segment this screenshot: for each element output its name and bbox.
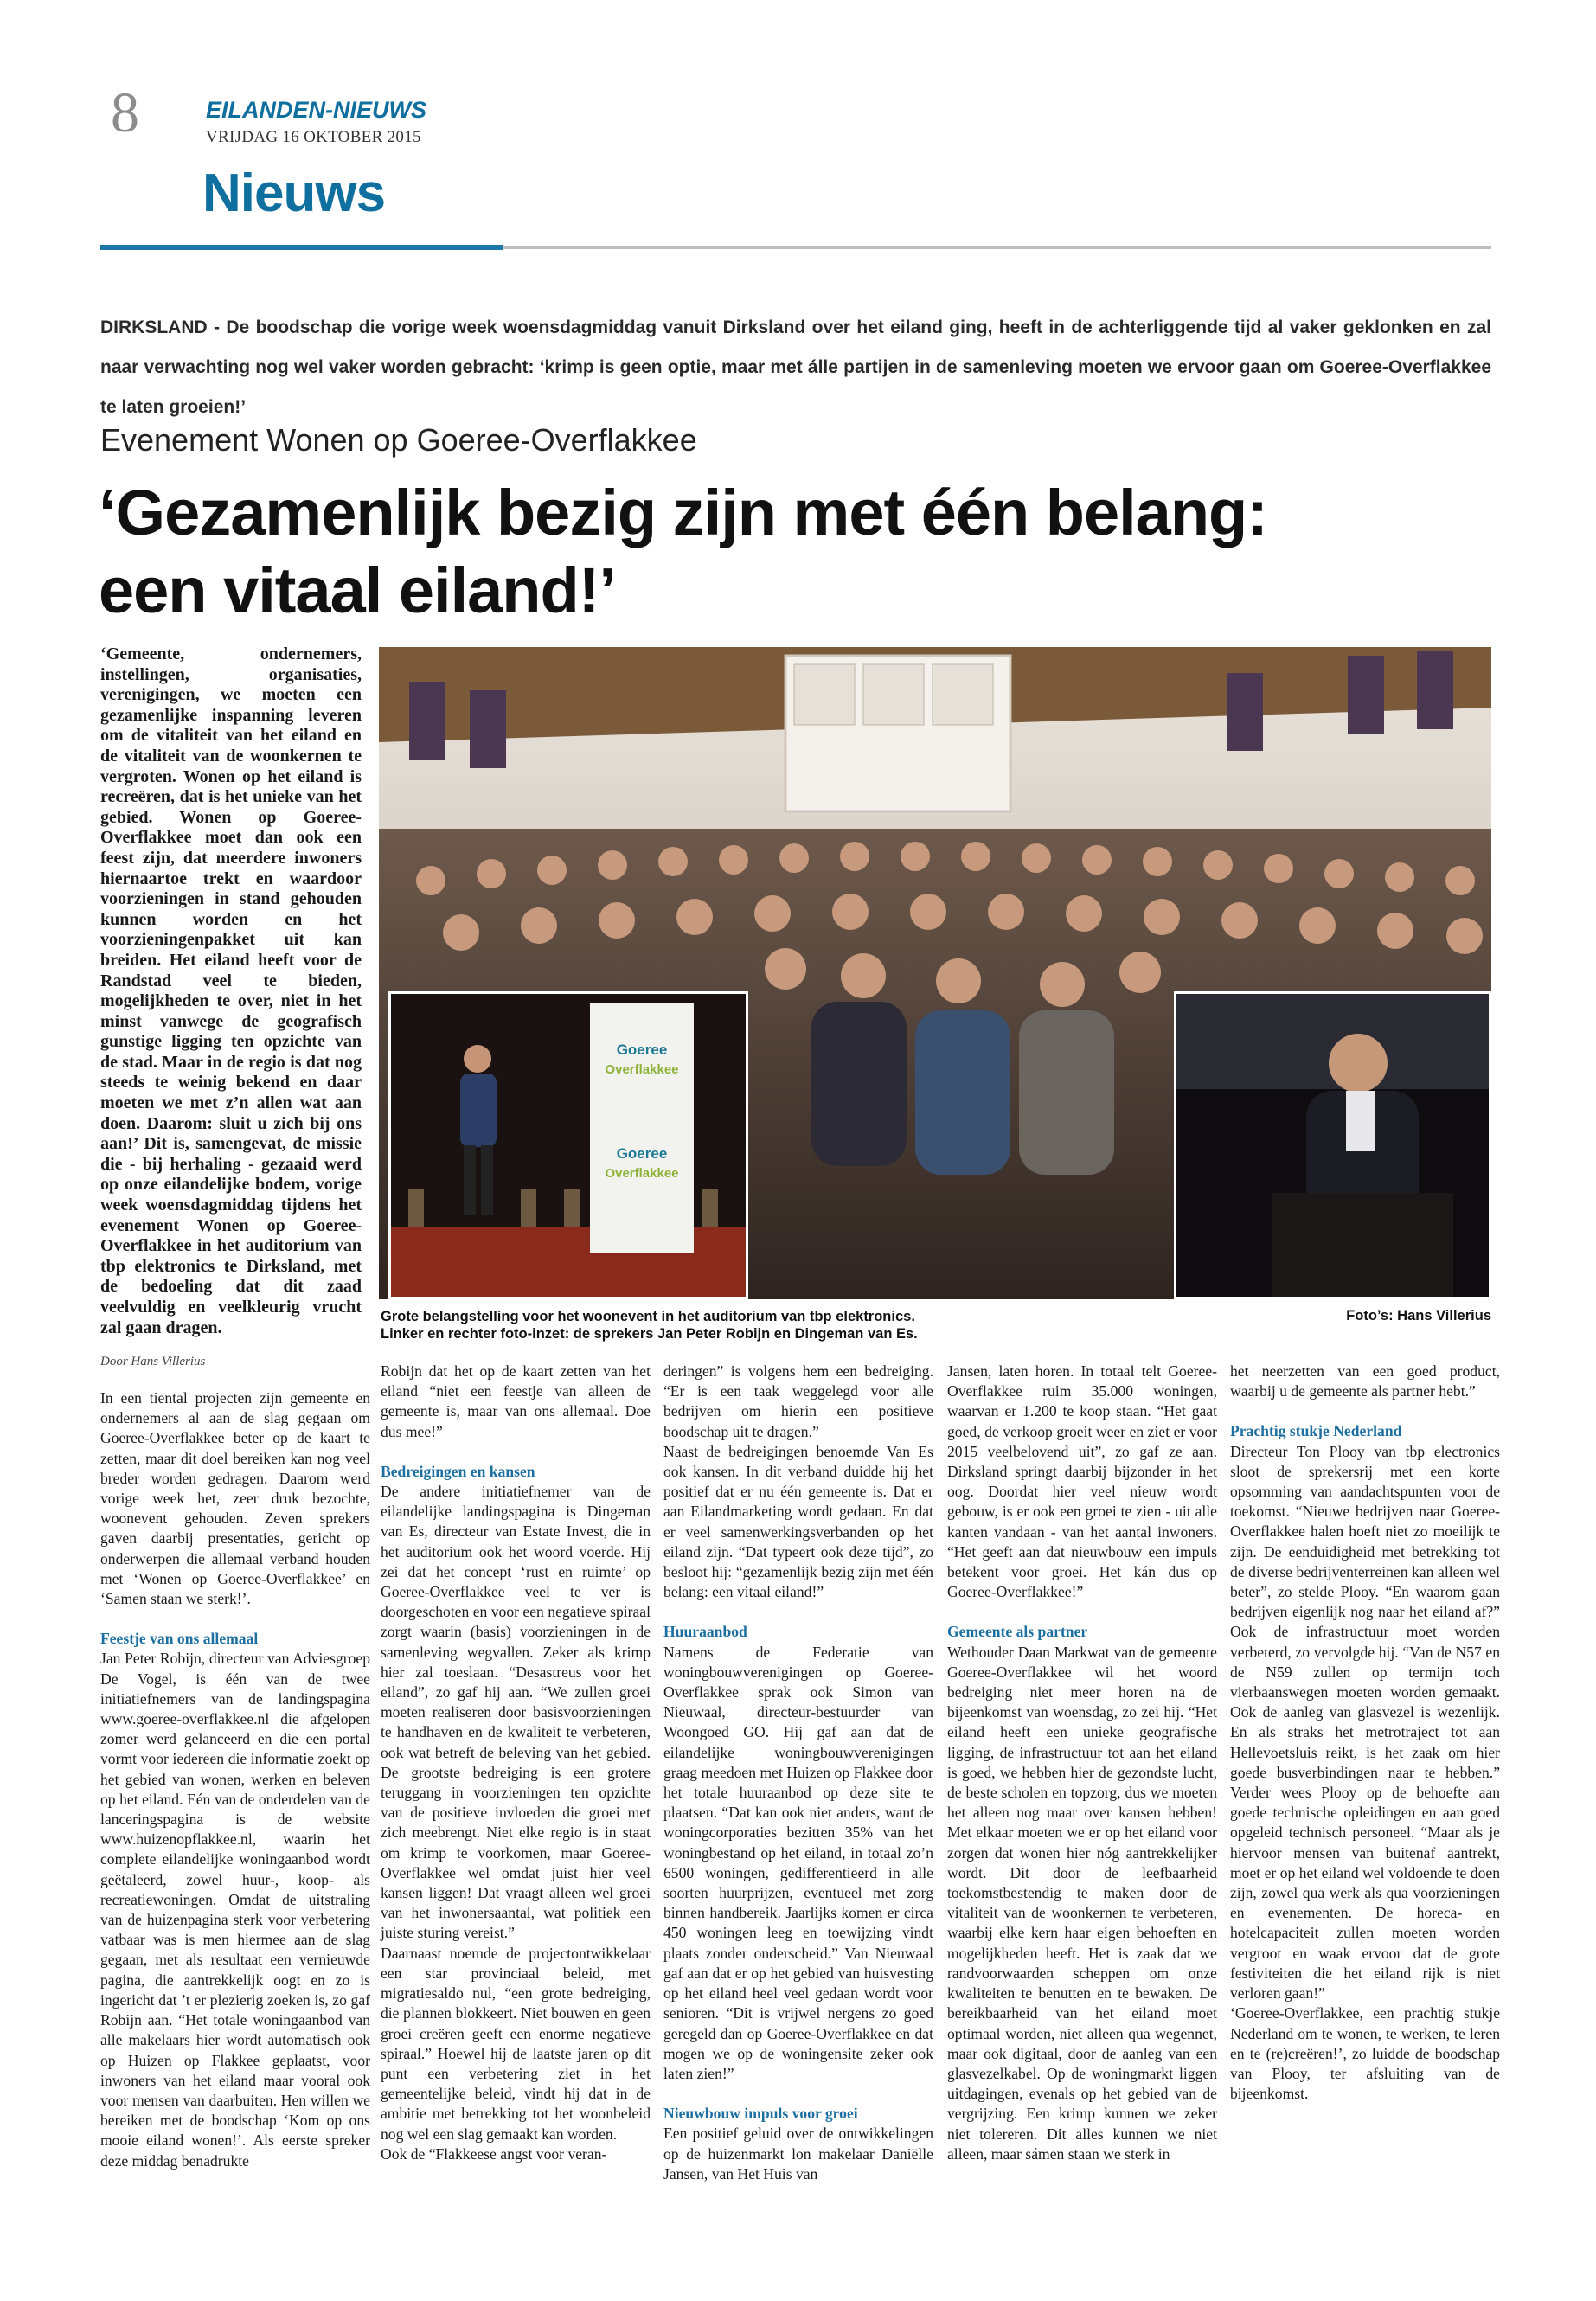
inset-right-illustration — [1176, 994, 1489, 1297]
paragraph: De andere initiatiefnemer van de eilandelijke landingspagina is Dingeman van Es, directeur van Estate Invest, die in het auditorium ook het woord voerde. Hij zei dat het concept ‘rust en ruimte’ op Goeree-Overflakkee veel te ver is doorgeschoten en voor een negatieve spiraal zorgt waarin (basis) voorzieningen in de samenleving wegvallen. Zeker als krimp hier zal toeslaan. “Desastreus voor het eiland”, zo gaf hij aan. “We zullen groei moeten realiseren door basisvoorzieningen te handhaven en de kwaliteit te verbeteren, ook wat betreft de beleving van het gebied. De grootste bedreiging is een grotere teruggang in voorzieningen ten opzichte van de positieve invloeden die groei met zich meebrengt. Niet elke regio is in staat om krimp te voorkomen, maar Goeree-Overflakkee wel omdat juist hier veel kansen liggen! Dat vraagt alleen wel groei van het inwonersaantal, wat politiek een juiste sturing vereist.” — [381, 1483, 651, 1942]
paragraph: In een tiental projecten zijn gemeente en ondernemers al aan de slag gegaan om Goeree-Overflakkee beter op de kaart te zetten, maar dit doel bereiken kan nog veel breder worden gedragen. Daarom werd vorige week het, zeer druk bezochte, woonevent gehouden. Zeven sprekers gaven daarbij presentaties, gericht op onderwerpen die allemaal verband houden met ‘Wonen op Goeree-Overflakkee’ en ‘Samen staan we sterk!’. — [100, 1389, 370, 1608]
paragraph: Daarnaast noemde de projectontwikkelaar een star provinciaal beleid, met migratiesaldo nul, “een grote bedreiging, die plannen blokkeert. Niet bouwen en geen groei creëren geeft een enorme negatieve spiraal.” Hoewel hij de laatste jaren op dit punt een verbetering ziet in het gemeentelijke beleid, vindt hij dat in de ambitie met betrekking tot het woonbeleid nog wel een slag gemaakt kan worden. — [381, 1944, 651, 2143]
paragraph: het neerzetten van een goed product, waarbij u de gemeente als partner hebt.” — [1230, 1362, 1500, 1400]
byline: Door Hans Villerius — [100, 1355, 206, 1368]
section-title: Nieuws — [202, 163, 386, 223]
body-column-5 — [1230, 1362, 1500, 2104]
paragraph: Jansen, laten horen. In totaal telt Goeree-Overflakkee ruim 35.000 woningen, waarvan er 1.200 te koop staan. “Het gaat goed, de verkoop groeit weer en ziet er voor 2015 veelbelovend uit”, zo gaf ze aan. Dirksland springt daarbij bijzonder in het oog. Doordat hier veel nieuw wordt gebouw, is er ook een groei te zien - uit alle kanten vandaan - van het aantal inwoners. “Het geeft aan dat nieuwbouw een impuls betekent voor groei. Het kán dus op Goeree-Overflakkee!” — [947, 1362, 1217, 1601]
paragraph: Wethouder Daan Markwat van de gemeente Goeree-Overflakkee wil het woord bedreiging niet meer horen na de bijeenkomst van woensdag, zo zei hij. “Het eiland heeft een unieke geografische ligging, de infrastructuur tot aan het eiland is goed, we hebben hier de gezondste lucht, de beste scholen en topzorg, dus we moeten het alleen nog maar over kansen hebben! Met elkaar moeten we er op het eiland voor zorgen dat wonen hier nóg aantrekkelijker wordt. Dit door de leefbaarheid toekomstbestendig te maken door de vitaliteit van de woonkernen te verbeteren, waarbij elke kern haar eigen behoeften en mogelijkheden heeft. Het is zaak dat we randvoorwaarden scheppen om onze kwaliteiten te benutten en te bewaken. De bereikbaarheid van het eiland moet optimaal worden, niet alleen qua wegennet, maar ook digitaal, door de aanleg van een glasvezelkabel. Op de woningmarkt liggen uitdagingen, evenals op het gebied van de vergrijzing. Een krimp kunnen we zeker niet tolereren. Dit alles kunnen we niet alleen, maar sámen staan we sterk in — [947, 1643, 1217, 2163]
subheading-prachtig: Prachtig stukje Nederland — [1230, 1422, 1402, 1440]
article-headline — [99, 474, 1500, 630]
body-column-3 — [663, 1362, 933, 2184]
paragraph: deringen” is volgens hem een bedreiging. “Er is een taak weggelegd voor alle bedrijven om hierin een positieve boodschap uit te dragen.” — [663, 1362, 933, 1440]
paragraph: Jan Peter Robijn, directeur van Adviesgroep De Vogel, is één van de twee initiatiefnemers van de landingspagina www.goeree-overflakkee.nl die afgelopen zomer werd gelanceerd en die een portal vormt voor iedereen die informatie zoekt op het gebied van wonen, werken en beleven op het eiland. Eén van de onderdelen van de lanceringspagina is de website www.huizenopflakkee.nl, waarin het complete eilandelijke woningaanbod wordt geëtaleerd, zowel huur-, koop- als recreatiewoningen. Omdat de uitstraling van de huizenpagina sterk voor verbetering vatbaar was is men hiermee aan de slag gegaan, met als resultaat een vernieuwde pagina, die aantrekkelijk oogt en zo is ingericht dat ’t er plezierig zoeken is, zo gaf Robijn aan. “Het totale woningaanbod van alle makelaars hier wordt automatisch ook op Huizen op Flakkee geplaatst, voor inwoners van het eiland maar vooral ook voor mensen van daarbuiten. Hen willen we bereiken met de boodschap ‘Kom op ons mooie eiland wonen!’. Als eerste spreker deze middag benadrukte — [100, 1650, 370, 2170]
inset-photo-speaker-left — [388, 991, 748, 1299]
audience-photo — [379, 647, 1491, 1299]
section-rule — [503, 246, 1491, 249]
newspaper-logo: EILANDEN-NIEUWS — [206, 97, 426, 123]
subheading-feestje: Feestje van ons allemaal — [100, 1630, 259, 1648]
banner-text-bottom: Overflakkee — [605, 1062, 679, 1077]
banner-text-top-2: Goeree — [616, 1145, 668, 1162]
paragraph: Een positief geluid over de ontwikkelingen op de huizenmarkt lon makelaar Daniëlle Jansen, van Het Huis van — [663, 2125, 933, 2182]
subheading-nieuwbouw: Nieuwbouw impuls voor groei — [663, 2105, 858, 2123]
subheading-huuraanbod: Huuraanbod — [663, 1623, 747, 1641]
banner-text-top: Goeree — [616, 1042, 668, 1058]
paragraph: ‘Goeree-Overflakkee, een prachtig stukje Nederland om te wonen, te werken, te leren en te (re)creëren!’, zo luidde de boodschap van Plooy, ter afsluiting van de bijeenkomst. — [1230, 2004, 1500, 2103]
inset-left-illustration — [391, 994, 746, 1297]
body-column-2 — [381, 1362, 651, 2164]
article-lead: DIRKSLAND - De boodschap die vorige week woensdagmiddag vanuit Dirksland over het eiland ging, heeft in de achterliggende tijd al vaker geklonken en zal naar verwachting nog wel vaker worden gebracht: ‘krimp is geen optie, maar met álle partijen in de samenleving moeten we ervoor gaan om Goeree-Overflakkee te laten groeien!’ — [100, 317, 1491, 417]
subheading-gemeente: Gemeente als partner — [947, 1623, 1088, 1641]
body-column-4 — [947, 1362, 1217, 2164]
banner-text-bottom-2: Overflakkee — [605, 1166, 679, 1181]
article-intro: ‘Gemeente, ondernemers, instellingen, organisaties, verenigingen, we moeten een gezamenlijke inspanning leveren om de vitaliteit van het eiland en de vitaliteit van de woonkernen te vergroten. Wonen op het eiland is recreëren, dat is het unieke van het gebied. Wonen op Goeree-Overflakkee moet dan ook een feest zijn, dat meerdere inwoners hiernaartoe trekt en waardoor voorzieningen in stand gehouden kunnen worden en het voorzieningenpakket uit kan breiden. Het eiland heeft voor de Randstad veel te bieden, mogelijkheden te over, niet in het minst vanwege de geografisch gunstige ligging ten opzichte van de stad. Maar in de regio is dat nog steeds te weinig bekend en daar moeten we met z’n allen wat aan doen. Daarom: sluit u zich bij ons aan!’ Dit is, samengevat, de missie die - bij herhaling - gezaaid werd op onze eilandelijke bodem, vorige week woensdagmiddag tijdens het evenement Wonen op Goeree-Overflakkee in het auditorium van tbp elektronics te Dirksland, met de bedoeling dat dit zaad veelvuldig en veelkleurig vrucht zal gaan dragen. — [100, 644, 362, 1337]
photo-caption-line-1: Grote belangstelling voor het woonevent in het auditorium van tbp elektronics. — [381, 1309, 915, 1324]
article-kicker: Evenement Wonen op Goeree-Overflakkee — [100, 422, 697, 458]
headline-line-1: ‘Gezamenlijk bezig zijn met één belang: — [99, 477, 1267, 548]
subheading-bedreigingen: Bedreigingen en kansen — [381, 1462, 535, 1480]
page-number: 8 — [111, 81, 139, 144]
section-rule-accent — [100, 245, 503, 250]
photo-caption-line-2: Linker en rechter foto-inzet: de sprekers Jan Peter Robijn en Dingeman van Es. — [381, 1326, 918, 1342]
photo-caption — [381, 1308, 1332, 1343]
issue-date: VRIJDAG 16 OKTOBER 2015 — [206, 128, 421, 146]
headline-line-2: een vitaal eiland!’ — [99, 554, 616, 626]
paragraph: Ook de “Flakkeese angst voor veran- — [381, 2144, 607, 2163]
paragraph: Robijn dat het op de kaart zetten van het eiland “niet een feestje van alleen de gemeente is, maar van ons allemaal. Doe dus mee!” — [381, 1362, 651, 1440]
body-column-1 — [100, 1388, 370, 2171]
inset-photo-speaker-right — [1174, 991, 1491, 1299]
photo-credit: Foto’s: Hans Villerius — [1346, 1308, 1491, 1324]
paragraph: Namens de Federatie van woningbouwverenigingen op Goeree-Overflakkee sprak ook Simon van Nieuwaal, directeur-bestuurder van Woongoed GO. Hij gaf aan dat de eilandelijke woningbouwverenigingen graag meedoen met Huizen op Flakkee door het totale huuraanbod op deze site te plaatsen. “Dat kan ook niet anders, want de woningcorporaties bezitten 35% van het woningbestand op het eiland, in totaal zo’n 6500 woningen, gedifferentieerd in alle soorten huurprijzen, eventueel met zorg binnen handbereik. Jaarlijks komen er circa 450 woningen leeg en toewijzing vindt plaats zonder onderscheid.” Van Nieuwaal gaf aan dat er op het gebied van huisvesting op het eiland heel veel gedaan wordt voor senioren. “Dit is vrijwel nergens zo goed geregeld dan op Goeree-Overflakkee en dat mogen we op de woningensite zeker ook laten zien!” — [663, 1643, 933, 2082]
paragraph: Directeur Ton Plooy van tbp electronics sloot de sprekersrij met een korte opsomming van aandachtspunten voor de toekomst. “Nieuwe bedrijven naar Goeree-Overflakkee halen hoeft niet zo moeilijk te zijn. De eenduidigheid met betrekking tot de diverse bedrijventerreinen kan alleen wel beter”, zo stelde Plooy. “En waarom gaan bedrijven eigenlijk nog naar het eiland af?” Ook de infrastructuur moet worden verbeterd, zo vervolgde hij. “Van de N57 en de N59 zullen op termijn toch vierbaanswegen moeten worden gemaakt. Ook de aanleg van glasvezel is wezenlijk. En als straks het metrotraject tot aan Hellevoetsluis reikt, is het zaak om hier goede busverbindingen naar te hebben.” Verder wees Plooy op de behoefte aan goede technische opleidingen en aan goed opgeleid technisch personeel. “Maar als je hiervoor mensen van buitenaf aantrekt, moet er op het eiland wel voldoende te doen zijn, zowel qua werk als qua voorzieningen en evenementen. De horeca- en hotelcapaciteit zullen moeten worden vergroot en waak ervoor dat de grote festiviteiten die het eiland rijk is niet verloren gaan!” — [1230, 1442, 1500, 2003]
paragraph: Naast de bedreigingen benoemde Van Es ook kansen. In dit verband duidde hij het positief dat er nu één gemeente is. Dat er aan Eilandmarketing wordt gedaan. En dat er veel samenwerkingsverbanden op het eiland zijn. “Dat typeert ook deze tijd”, zo besloot hij: “gezamenlijk bezig zijn met één belang: een vitaal eiland!” — [663, 1442, 933, 1601]
